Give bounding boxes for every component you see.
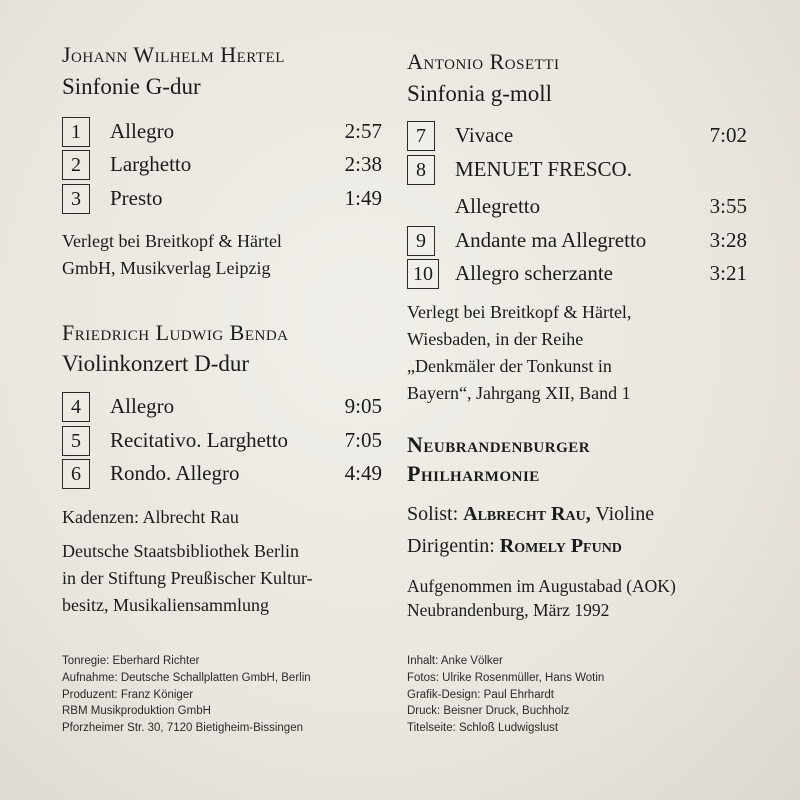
publisher-line: GmbH, Musikverlag Leipzig [62,258,271,278]
track-row [62,426,382,456]
track-number: 8 [407,155,435,185]
track-duration: 1:49 [344,186,382,210]
composer-benda: Friedrich Ludwig Benda [62,320,289,345]
recording-note [407,574,676,622]
track-title: Andante ma Allegretto [455,228,647,252]
credit-line: Fotos: Ulrike Rosenmüller, Hans Wotin [407,671,605,684]
credit-line: Pforzheimer Str. 30, 7120 Bietigheim-Bissingen [62,722,303,735]
credit-line: Grafik-Design: Paul Ehrhardt [407,688,555,701]
soloist-name: Albrecht Rau, [463,503,591,525]
soloist-line [407,503,654,526]
composer-hertel: Johann Wilhelm Hertel [62,42,285,67]
track-row [407,226,747,256]
track-row [407,259,747,289]
track-duration: 3:55 [709,194,747,218]
track-duration: 2:38 [344,152,382,176]
track-number: 5 [62,426,90,456]
track-row [407,121,747,151]
soloist-label: Solist: [407,503,459,525]
track-title: Allegro [110,394,175,418]
track-duration: 7:05 [344,428,382,452]
credit-line: Titelseite: Schloß Ludwigslust [407,722,559,735]
publisher-note [62,228,282,282]
track-duration: 3:28 [709,228,747,252]
track-title: Larghetto [110,152,192,176]
design-credits [407,653,604,737]
credit-line: Inhalt: Anke Völker [407,655,503,667]
work-hertel: Sinfonie G-dur [62,74,201,99]
track-number: 2 [62,150,90,180]
track-number: 6 [62,459,90,489]
publisher-line: Verlegt bei Breitkopf & Härtel [62,231,282,251]
recording-line: Aufgenommen im Augustabad (AOK) [407,576,676,596]
track-number: 9 [407,226,435,256]
track-title: MENUET FRESCO. [455,157,632,181]
track-duration: 3:21 [709,261,747,285]
orchestra-line: Philharmonie [407,461,540,486]
publisher-line: Wiesbaden, in der Reihe [407,329,584,349]
orchestra-name [407,430,590,488]
track-number: 3 [62,184,90,214]
track-row [62,392,382,422]
recording-line: Neubrandenburg, März 1992 [407,600,610,620]
credit-line: Aufnahme: Deutsche Schallplatten GmbH, Berlin [62,671,311,684]
source-line: in der Stiftung Preußischer Kultur- [62,568,313,588]
work-rosetti: Sinfonia g-moll [407,81,553,106]
track-duration: 7:02 [709,123,747,147]
track-title: Vivace [455,123,514,147]
track-row [62,459,382,489]
production-credits [62,653,311,737]
publisher-line: „Denkmäler der Tonkunst in [407,356,612,376]
track-number: 7 [407,121,435,151]
track-number: 4 [62,392,90,422]
track-title: Allegro scherzante [455,261,614,285]
track-row [62,117,382,147]
conductor-line [407,535,622,558]
track-row [62,150,382,180]
source-note [62,538,313,619]
track-duration: 2:57 [344,119,382,143]
conductor-label: Dirigentin: [407,535,495,557]
source-line: Deutsche Staatsbibliothek Berlin [62,541,299,561]
conductor-name: Romely Pfund [499,535,622,557]
track-row [62,184,382,214]
track-number: 10 [407,259,439,289]
publisher-line: Bayern“, Jahrgang XII, Band 1 [407,383,631,403]
track-row [407,155,747,185]
track-title: Presto [110,186,163,210]
credit-line: Tonregie: Eberhard Richter [62,655,200,667]
cadenza-note: Kadenzen: Albrecht Rau [62,507,239,527]
track-title: Recitativo. Larghetto [110,428,289,452]
track-number: 1 [62,117,90,147]
track-duration: 9:05 [344,394,382,418]
publisher-note [407,299,631,407]
credit-line: Produzent: Franz Königer [62,688,194,701]
track-duration: 4:49 [344,461,382,485]
track-title: Allegretto [455,194,541,218]
track-title: Rondo. Allegro [110,461,240,485]
publisher-line: Verlegt bei Breitkopf & Härtel, [407,302,632,322]
work-benda: Violinkonzert D-dur [62,351,250,376]
composer-rosetti: Antonio Rosetti [407,49,560,74]
credit-line: RBM Musikproduktion GmbH [62,705,211,718]
orchestra-line: Neubrandenburger [407,432,591,457]
track-row-continuation [407,192,747,222]
track-title: Allegro [110,119,175,143]
source-line: besitz, Musikaliensammlung [62,595,269,615]
soloist-instrument: Violine [595,503,655,525]
credit-line: Druck: Beisner Druck, Buchholz [407,705,570,718]
